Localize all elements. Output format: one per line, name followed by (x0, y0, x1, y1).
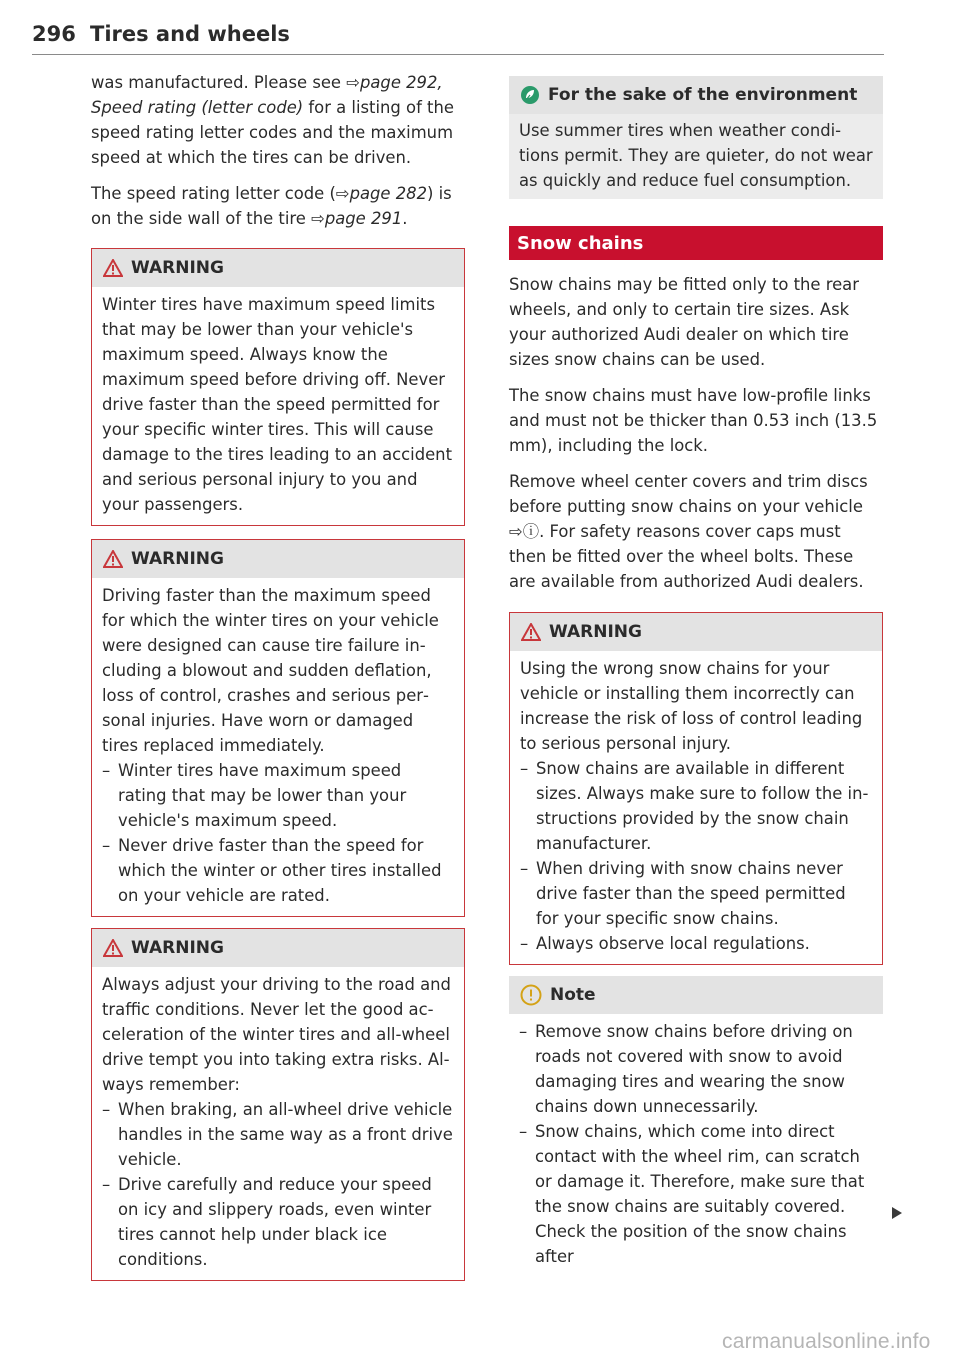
list-item: – Drive carefully and reduce your speed on icy and slippery roads, even winter tires cannot help under black ice conditions. (102, 1172, 454, 1272)
page-reference: page 282 (349, 184, 428, 203)
note-header (509, 976, 883, 1014)
warning-text: Using the wrong snow chains for your vehicle or installing them incorrectly can increase the risk of loss of control leading to serious personal injury. (520, 659, 863, 753)
warning-title: WARNING (131, 258, 224, 278)
text-segment: ) is on the side wall of the tire (91, 184, 452, 228)
environment-title: For the sake of the environment (548, 85, 858, 105)
list-item: – Winter tires have maximum speed rating that may be lower than your vehicle's maximum speed. (102, 758, 454, 833)
reference-arrow-icon: ⇨ (346, 73, 360, 92)
right-column (509, 76, 883, 1273)
warning-text: Winter tires have maximum speed limits that may be lower than your vehicle's maximum speed. Always know the maximum speed before driving off. Never drive faster than the speed permitted for your specific winter tires. This will cause damage to the tires leading to an accident and serious personal injury to you and your passengers. (102, 295, 452, 514)
environment-note-box (509, 76, 883, 199)
reference-arrow-icon: ⓘ (522, 522, 540, 541)
snow-paragraph-2: The snow chains must have low-profile links and must not be thicker than 0.53 inch (13.5 mm), including the lock. (509, 386, 878, 455)
list-item: – Snow chains are available in different sizes. Always make sure to follow the instructions provided by the snow chain manufacturer. (520, 756, 872, 856)
warning-header (92, 249, 464, 287)
text-segment: . For safety reasons cover caps must then be fitted over the wheel bolts. These are available from authorized Audi dealers. (509, 522, 864, 591)
page-reference: page 291 (324, 209, 403, 228)
intro-paragraph-2 (91, 181, 465, 231)
text-segment: Remove wheel center covers and trim discs before putting snow chains on your vehicle (509, 472, 868, 516)
warning-header (92, 929, 464, 967)
warning-list (102, 758, 454, 908)
reference-arrow-icon: ⇨ (335, 184, 350, 203)
warning-triangle-icon (521, 623, 541, 641)
warning-text: Driving faster than the maximum speed for which the winter tires on your vehicle were designed can cause tire failure including a blowout and sudden deflation, loss of control, crashes and serious personal injuries. Have worn or damaged tires replaced immediately. (102, 586, 439, 755)
warning-box-snow-chains (509, 612, 883, 965)
warning-title: WARNING (549, 622, 642, 642)
continue-arrow-icon (892, 1207, 902, 1219)
section-heading-snow-chains: Snow chains (509, 226, 883, 260)
list-item: – Remove snow chains before driving on roads not covered with snow to avoid damaging tires and wearing the snow chains down unnecessarily. (519, 1019, 873, 1119)
page-header (32, 22, 884, 55)
warning-list (102, 1097, 454, 1272)
page-number: 296 (32, 22, 76, 46)
note-box (509, 976, 883, 1273)
warning-title: WARNING (131, 938, 224, 958)
environment-leaf-icon (520, 85, 540, 105)
environment-text: Use summer tires when weather conditions permit. They are quieter, do not wear as quickly and reduce fuel consumption. (519, 121, 873, 190)
left-column (91, 70, 465, 1281)
intro-paragraph-1 (91, 70, 465, 170)
environment-header (509, 76, 883, 114)
warning-box-winter-speed (91, 248, 465, 526)
snow-paragraph-1: Snow chains may be fitted only to the rear wheels, and only to certain tire sizes. Ask your authorized Audi dealer on which tire sizes snow chains can be used. (509, 275, 859, 369)
note-exclamation-icon (520, 984, 542, 1006)
list-item: – When braking, an all-wheel drive vehicle handles in the same way as a front drive vehicle. (102, 1097, 454, 1172)
warning-title: WARNING (131, 549, 224, 569)
list-item: – Snow chains, which come into direct contact with the wheel rim, can scratch or damage it. Therefore, make sure that the snow chains are suitably covered. Check the position of the snow chains after (519, 1119, 873, 1269)
warning-header (510, 613, 882, 651)
page-reference: Speed rating (letter code) (91, 98, 304, 117)
note-title: Note (550, 985, 596, 1005)
warning-list (520, 756, 872, 956)
text-segment: was manufactured. Please see (91, 73, 347, 92)
warning-box-driving-conditions (91, 928, 465, 1281)
text-segment: The speed rating letter code ( (91, 184, 336, 203)
snow-paragraph-3 (509, 469, 883, 594)
reference-arrow-icon: ⇨ (311, 209, 325, 228)
list-item: – Never drive faster than the speed for which the winter or other tires installed on your vehicle are rated. (102, 833, 454, 908)
warning-triangle-icon (103, 939, 123, 957)
note-list (519, 1019, 873, 1269)
page-reference: page 292, (359, 73, 443, 92)
warning-header (92, 540, 464, 578)
warning-box-tire-failure (91, 539, 465, 917)
watermark: carmanualsonline.info (722, 1330, 931, 1353)
list-item: – Always observe local regulations. (520, 931, 872, 956)
text-segment: . (402, 209, 408, 228)
warning-triangle-icon (103, 550, 123, 568)
list-item: – When driving with snow chains never drive faster than the speed permitted for your specific snow chains. (520, 856, 872, 931)
warning-text: Always adjust your driving to the road and traffic conditions. Never let the good acceleration of the winter tires and all-wheel drive tempt you into taking extra risks. Always remember: (102, 975, 451, 1094)
reference-arrow-icon: ⇨ (509, 522, 523, 541)
warning-triangle-icon (103, 259, 123, 277)
section-title: Tires and wheels (90, 22, 290, 46)
text-segment: for a listing of the speed rating letter codes and the maximum speed at which the tires can be driven. (91, 98, 454, 167)
